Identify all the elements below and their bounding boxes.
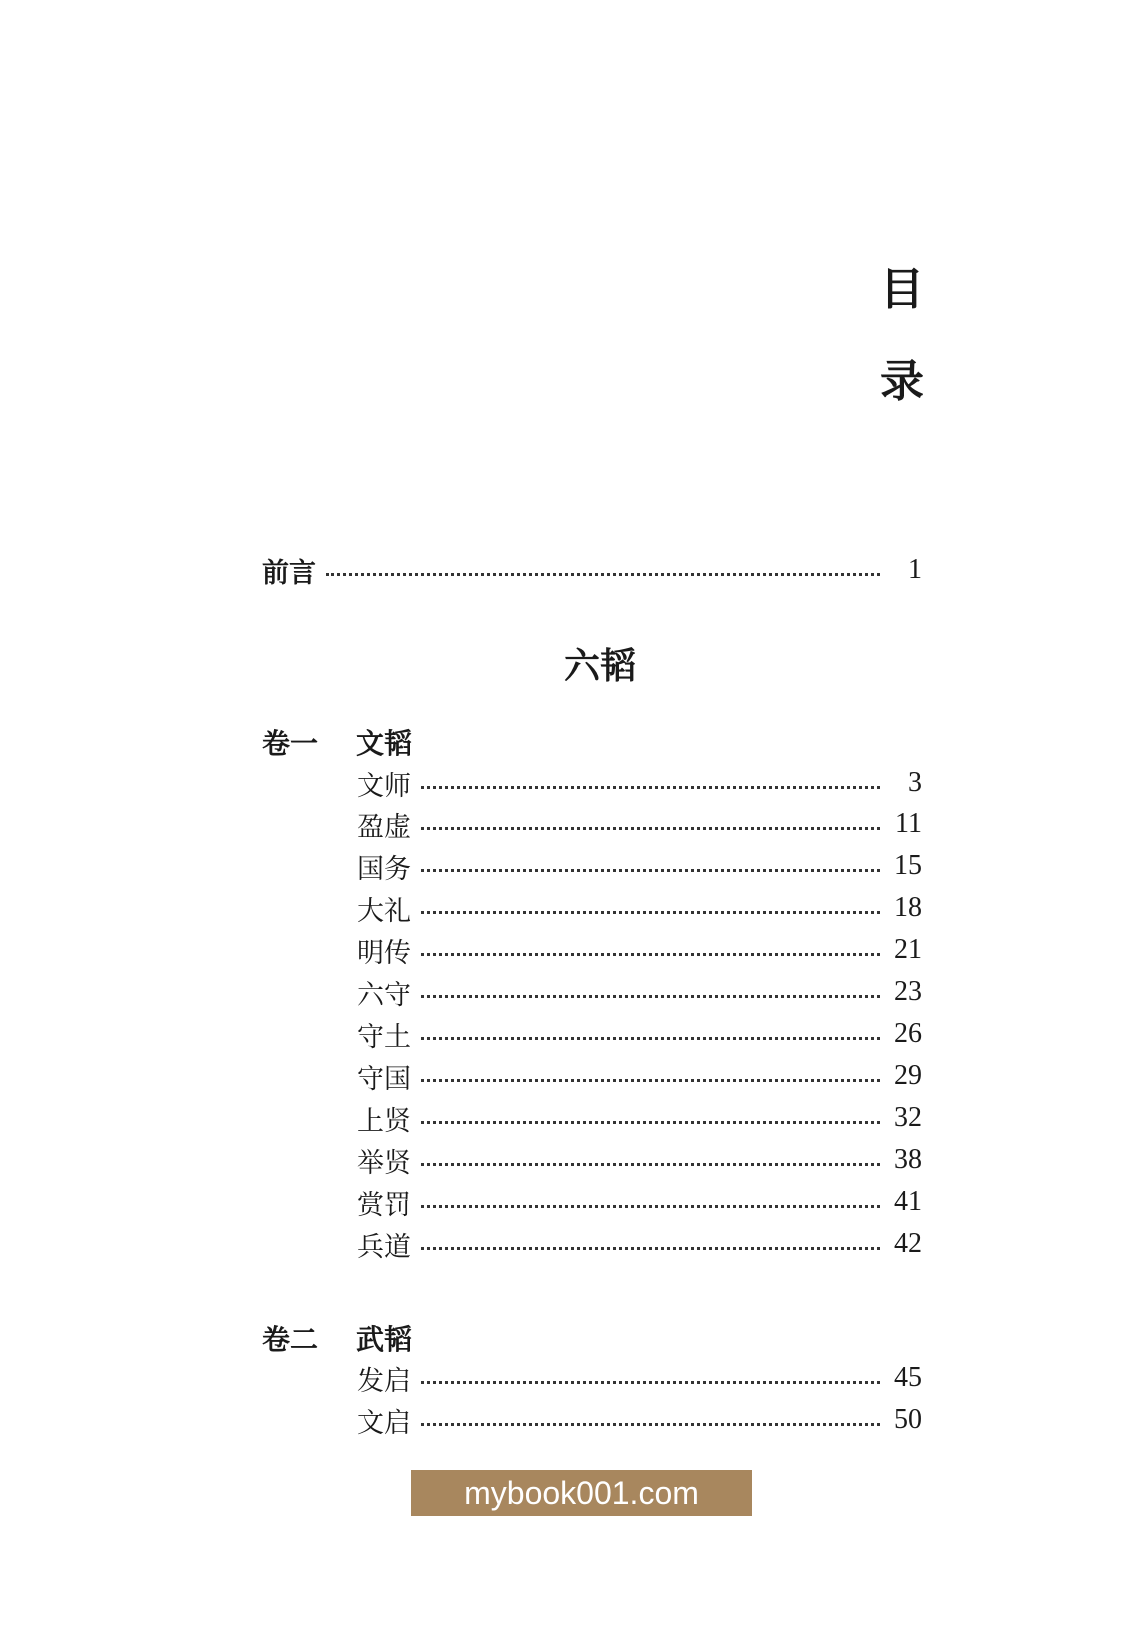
entry-page-number: 18 [894, 892, 922, 923]
toc-entry[interactable] [357, 848, 922, 884]
entry-title: 前言 [262, 557, 316, 589]
toc-entry-preface[interactable] [262, 552, 922, 588]
dot-leader [421, 1121, 880, 1124]
toc-entry[interactable] [357, 1402, 922, 1438]
toc-entry[interactable] [357, 806, 922, 842]
entry-page-number: 32 [894, 1102, 922, 1133]
toc-title-char-1: 目 [880, 264, 924, 315]
toc-entry[interactable] [357, 890, 922, 926]
toc-entry[interactable] [357, 1142, 922, 1178]
dot-leader [421, 1079, 880, 1082]
dot-leader [421, 1163, 880, 1166]
entry-page-number: 50 [894, 1404, 922, 1435]
volume-number: 卷二 [262, 1323, 319, 1356]
entry-title: 守土 [357, 1021, 411, 1053]
entry-title: 举贤 [357, 1147, 411, 1179]
entry-page-number: 3 [908, 767, 922, 798]
toc-title-char-2: 录 [880, 356, 924, 407]
entry-page-number: 21 [894, 934, 922, 965]
dot-leader [421, 953, 880, 956]
toc-entry[interactable] [357, 974, 922, 1010]
dot-leader [421, 827, 880, 830]
toc-entry[interactable] [357, 1184, 922, 1220]
entry-title: 六守 [357, 979, 411, 1011]
book-title: 六韬 [563, 645, 636, 687]
entry-page-number: 42 [894, 1228, 922, 1259]
dot-leader [421, 1423, 880, 1426]
toc-entry[interactable] [357, 765, 922, 801]
entry-page-number: 29 [894, 1060, 922, 1091]
dot-leader [421, 1247, 880, 1250]
entry-page-number: 15 [894, 850, 922, 881]
entry-title: 大礼 [357, 895, 411, 927]
toc-entry[interactable] [357, 932, 922, 968]
dot-leader [421, 1037, 880, 1040]
entry-page-number: 11 [895, 808, 922, 839]
entry-page-number: 1 [908, 554, 922, 585]
entry-page-number: 45 [894, 1362, 922, 1393]
entry-title: 赏罚 [357, 1189, 411, 1221]
dot-leader [421, 786, 880, 789]
entry-title: 发启 [357, 1365, 411, 1397]
entry-title: 国务 [357, 853, 411, 885]
dot-leader [421, 869, 880, 872]
entry-title: 上贤 [357, 1105, 411, 1137]
toc-entry[interactable] [357, 1100, 922, 1136]
volume-number: 卷一 [262, 727, 319, 760]
watermark-banner: mybook001.com [411, 1470, 752, 1516]
toc-entry[interactable] [357, 1016, 922, 1052]
entry-title: 明传 [357, 937, 411, 969]
entry-page-number: 26 [894, 1018, 922, 1049]
dot-leader [421, 1381, 880, 1384]
volume-name: 文韬 [356, 727, 413, 760]
entry-page-number: 23 [894, 976, 922, 1007]
toc-entry[interactable] [357, 1058, 922, 1094]
volume-heading-2 [262, 1318, 412, 1358]
toc-entry[interactable] [357, 1360, 922, 1396]
entry-page-number: 38 [894, 1144, 922, 1175]
toc-entry[interactable] [357, 1226, 922, 1262]
volume-heading-1 [262, 722, 412, 762]
volume-name: 武韬 [356, 1323, 413, 1356]
entry-title: 盈虚 [357, 811, 411, 843]
dot-leader [421, 911, 880, 914]
entry-page-number: 41 [894, 1186, 922, 1217]
dot-leader [326, 573, 880, 576]
dot-leader [421, 1205, 880, 1208]
entry-title: 文启 [357, 1407, 411, 1439]
dot-leader [421, 995, 880, 998]
entry-title: 守国 [357, 1063, 411, 1095]
entry-title: 兵道 [357, 1231, 411, 1263]
entry-title: 文师 [357, 770, 411, 802]
